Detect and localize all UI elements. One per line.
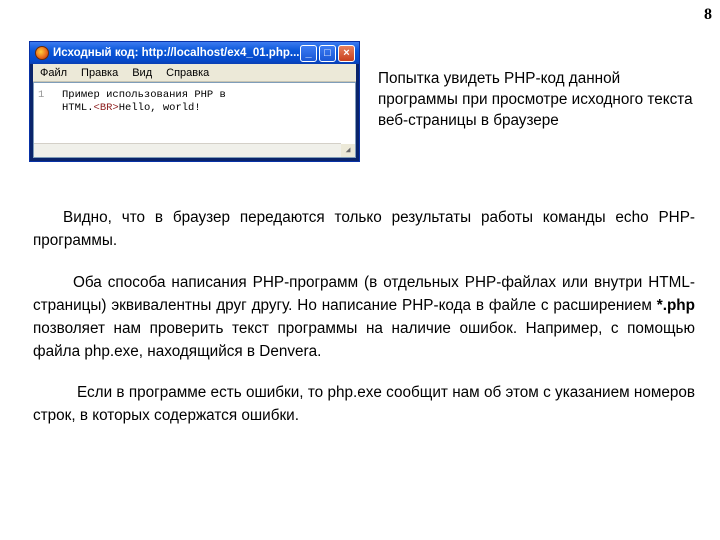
window-titlebar [30,42,359,64]
browser-icon [35,46,49,60]
paragraph-text: позволяет нам проверить текст программы на наличие ошибок. Например, с помощью файла php.exe, находящийся в Denvera. [33,320,695,361]
code-line [38,102,226,115]
paragraph-text: Оба способа написания PHP-программ (в отдельных PHP-файлах или внутри HTML-страницы) эквивалентны друг другу. Но написание PHP-кода в файле с расширением [33,274,695,315]
page-number: 8 [704,6,712,23]
code-line [38,89,226,102]
menu-help[interactable]: Справка [166,66,210,79]
code-text: HTML. [62,102,94,114]
horizontal-scrollbar[interactable] [34,143,341,157]
source-view-window [29,41,360,162]
menu-file[interactable]: Файл [40,66,68,79]
paragraph-errors: Если в программе есть ошибки, то php.exe сообщит нам об этом с указанием номеров строк, в которых содержатся ошибки. [33,384,695,425]
source-code [38,89,226,115]
window-title: Исходный код: http://localhost/ex4_01.php... [53,47,300,59]
menu-edit[interactable]: Правка [81,66,119,79]
php-extension: *.php [656,297,695,315]
menu-view[interactable]: Вид [132,66,153,79]
code-tag: <BR> [93,102,119,114]
resize-grip-icon[interactable]: ◢ [341,144,355,157]
screenshot-caption: Попытка увидеть PHP-код данной программы при просмотре исходного текста веб-страницы в браузере [378,70,693,129]
paragraph-methods [33,271,695,363]
window-menubar [33,64,356,82]
line-number: 1 [38,89,45,101]
minimize-button[interactable]: _ [300,45,317,62]
close-button[interactable]: × [338,45,355,62]
code-text: Hello, world! [118,102,201,114]
code-text: Пример использования PHP в [62,89,226,101]
source-code-area[interactable] [33,82,356,158]
paragraph-echo: Видно, что в браузер передаются только результаты работы команды echo PHP-программы. [33,209,695,250]
maximize-button[interactable]: □ [319,45,336,62]
